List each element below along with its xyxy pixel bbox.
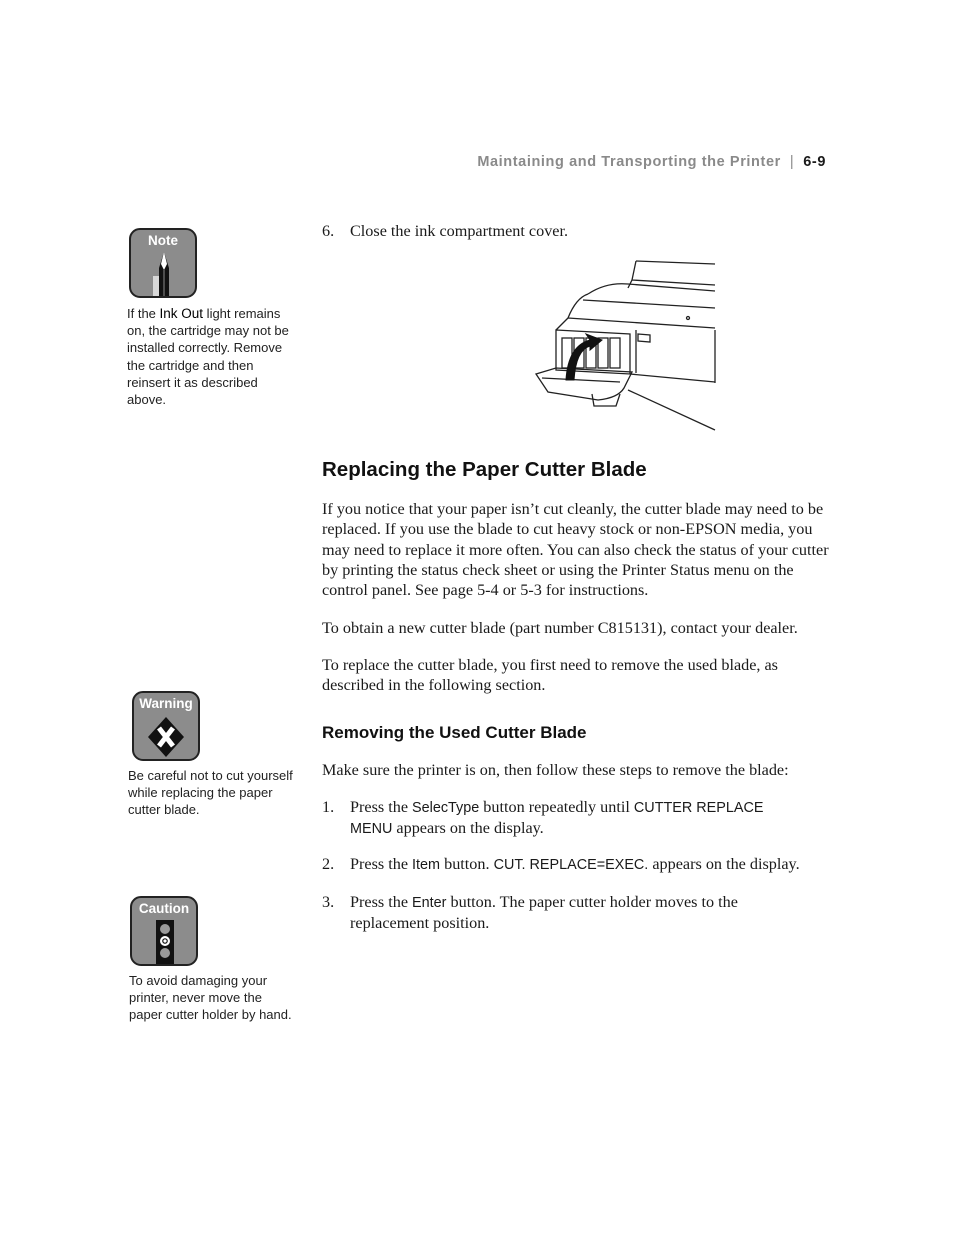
warning-text: Be careful not to cut yourself while replacing the paper cutter blade.: [128, 768, 293, 818]
traffic-light-icon: [132, 898, 196, 964]
warning-icon: [132, 691, 200, 761]
step-1: 1. Press the SelecType button repeatedly until CUTTER REPLACE MENU appears on the display.: [322, 798, 764, 838]
header-separator: |: [789, 154, 795, 170]
ink-out-key: Ink Out: [159, 306, 204, 321]
paragraph-replace: To replace the cutter blade, you first need to remove the used blade, as described in the following section.: [322, 656, 778, 695]
item-key: Item: [412, 857, 441, 873]
warning-label: Warning: [139, 696, 193, 711]
selectype-key: SelecType: [412, 800, 480, 816]
paragraph-steps-intro: Make sure the printer is on, then follow these steps to remove the blade:: [322, 761, 789, 779]
paragraph-intro: If you notice that your paper isn’t cut cleanly, the cutter blade may need to be replaced. If you use the blade to cut heavy stock or non-EPSON media, you may need to replace it more often. You can also check the status of your cutter by printing the status check sheet or using the Printer Status menu on the control panel. See page 5-4 or 5-3 for instructions.: [322, 500, 829, 600]
caution-text: To avoid damaging your printer, never move the paper cutter holder by hand.: [129, 973, 292, 1023]
caution-icon: [130, 896, 198, 966]
printer-illustration: [528, 258, 718, 434]
step-6: 6. Close the ink compartment cover.: [322, 222, 569, 240]
step-2: 2. Press the Item button. CUT. REPLACE=EXEC. appears on the display.: [322, 855, 800, 873]
paragraph-part-number: To obtain a new cutter blade (part number C815131), contact your dealer.: [322, 619, 798, 637]
enter-key: Enter: [412, 895, 447, 911]
cut-replace-exec-key: CUT. REPLACE=EXEC.: [493, 857, 649, 873]
pencil-icon: [131, 230, 195, 296]
header-title: Maintaining and Transporting the Printer: [477, 154, 781, 170]
note-text: If the Ink Out light remains on, the cartridge may not be installed correctly. Remove the cartridge and then reinsert it as described above.: [127, 306, 289, 408]
page-number: 6-9: [803, 154, 826, 170]
section-title: Replacing the Paper Cutter Blade: [322, 458, 647, 481]
caution-label: Caution: [138, 901, 190, 916]
note-label: Note: [148, 233, 178, 248]
note-icon: [129, 228, 197, 298]
subsection-title: Removing the Used Cutter Blade: [322, 723, 587, 742]
step-3: 3. Press the Enter button. The paper cutter holder moves to the replacement position.: [322, 893, 738, 933]
cutter-replace-menu-key: CUTTER REPLACE MENU: [350, 800, 764, 838]
running-header: [477, 154, 826, 170]
